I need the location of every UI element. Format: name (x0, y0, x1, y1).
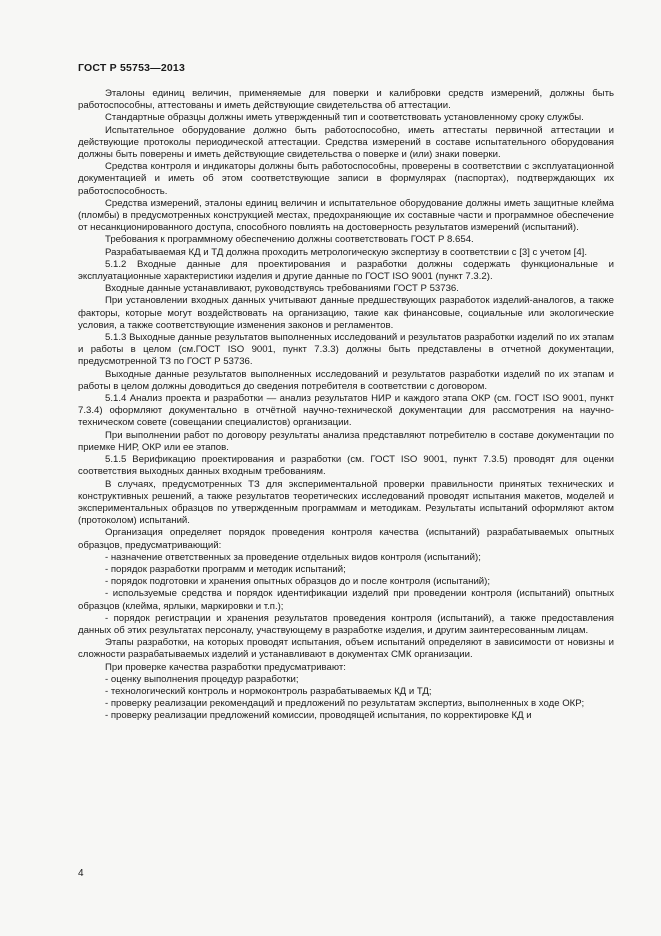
paragraph: Этапы разработки, на которых проводят испытания, объем испытаний определяют в зависимости от новизны и сложности разрабатываемых изделий и устанавливают в документах СМК организации. (78, 637, 614, 661)
paragraph: Требования к программному обеспечению должны соответствовать ГОСТ Р 8.654. (105, 234, 474, 246)
page-number: 4 (78, 868, 84, 879)
list-item: - проверку реализации предложений комиссии, проводящей испытания, по корректировке КД и (105, 710, 532, 722)
list-item: - оценку выполнения процедур разработки; (105, 673, 299, 685)
paragraph: Организация определяет порядок проведения контроля качества (испытаний) разрабатываемых опытных образцов, предусматривающий: (78, 527, 614, 551)
list-item: - проверку реализации рекомендаций и предложений по результатам экспертиз, выполненных в ходе ОКР; (105, 698, 585, 710)
document-body (78, 88, 614, 723)
list-item: - назначение ответственных за проведение отдельных видов контроля (испытаний); (105, 551, 481, 563)
list-item: - используемые средства и порядок идентификации изделий при проведении контроля (испытаний) опытных образцов (клейма, ярлыки, маркировки и т.п.); (78, 588, 614, 612)
paragraph: Испытательное оборудование должно быть работоспособно, иметь аттестаты первичной аттестации и действующие протоколы периодической аттестации. Средства измерений в составе испытательного оборудования должны быть поверены и иметь действующие свидетельства о поверке и (или) знаки поверки. (78, 124, 614, 161)
paragraph: При выполнении работ по договору результаты анализа представляют потребителю в составе документации по приемке НИР, ОКР или ее этапов. (78, 429, 614, 453)
paragraph: Выходные данные результатов выполненных исследований и результатов разработки изделий по их этапам и работы в целом должны доводиться до сведения потребителя в соответствии с договором. (78, 368, 614, 392)
paragraph: Разрабатываемая КД и ТД должна проходить метрологическую экспертизу в соответствии с [3] с учетом [4]. (105, 246, 588, 258)
paragraph: Средства измерений, эталоны единиц величин и испытательное оборудование должны иметь защитные клейма (пломбы) в предусмотренных конструкцией местах, предохраняющие их составные части и программное обеспечение от несанкционированного доступа, способного повлиять на достоверность результатов измерений (испытаний). (78, 197, 614, 234)
paragraph: 5.1.5 Верификацию проектирования и разработки (см. ГОСТ ISO 9001, пункт 7.3.5) проводят для оценки соответствия выходных данных входным требованиям. (78, 454, 614, 478)
list-item: - технологический контроль и нормоконтроль разрабатываемых КД и ТД; (105, 685, 432, 697)
paragraph: Входные данные устанавливают, руководствуясь требованиями ГОСТ Р 53736. (105, 283, 459, 295)
list-item: - порядок подготовки и хранения опытных образцов до и после контроля (испытаний); (105, 576, 491, 588)
paragraph: Стандартные образцы должны иметь утвержденный тип и соответствовать установленному сроку службы. (105, 112, 584, 124)
paragraph: 5.1.2 Входные данные для проектирования и разработки должны содержать функциональные и эксплуатационные характеристики изделия и другие данные по ГОСТ ISO 9001 (пункт 7.3.2). (78, 258, 614, 283)
paragraph: При установлении входных данных учитывают данные предшествующих разработок изделий-аналогов, а также факторы, которые могут воздействовать на организацию, такие как финансовые, социальные или экологические условия, а также соответствующие изменения законов и регламентов. (78, 295, 614, 331)
list-item: - порядок разработки программ и методик испытаний; (105, 563, 346, 575)
paragraph: 5.1.3 Выходные данные результатов выполненных исследований и результатов разработки изделий по их этапам и работы в целом (см.ГОСТ ISO 9001, пункт 7.3.3) должны быть представлены в отчетной документации, предусмотренной ТЗ по ГОСТ Р 53736. (78, 332, 614, 368)
document-header: ГОСТ Р 55753—2013 (78, 62, 186, 74)
paragraph: При проверке качества разработки предусматривают: (105, 661, 346, 673)
paragraph: Эталоны единиц величин, применяемые для поверки и калибровки средств измерений, должны быть работоспособны, аттестованы и иметь действующие свидетельства об аттестации. (78, 88, 614, 112)
list-item: - порядок регистрации и хранения результатов проведения контроля (испытаний), а также предоставления данных об этих результатах персоналу, участвующему в разработке изделия, и другим заинтересованным лицам. (78, 612, 614, 636)
paragraph: 5.1.4 Анализ проекта и разработки — анализ результатов НИР и каждого этапа ОКР (см. ГОСТ ISO 9001, пункт 7.3.4) оформляют документально в отчётной научно-технической документации для рассмотрения на научно-техническом совете (совещании специалистов) организации. (78, 393, 614, 429)
paragraph: В случаях, предусмотренных ТЗ для экспериментальной проверки правильности принятых технических и конструктивных решений, а также результатов теоретических исследований проводят испытания макетов, моделей и экспериментальных образцов по утвержденным программам и методикам. Результаты испытаний оформляют актом (протоколом) испытаний. (78, 478, 614, 527)
paragraph: Средства контроля и индикаторы должны быть работоспособны, проверены в соответствии с эксплуатационной документацией и иметь об этом соответствующие записи в формулярах (паспортах), подтверждающих их работоспособность. (78, 161, 614, 197)
